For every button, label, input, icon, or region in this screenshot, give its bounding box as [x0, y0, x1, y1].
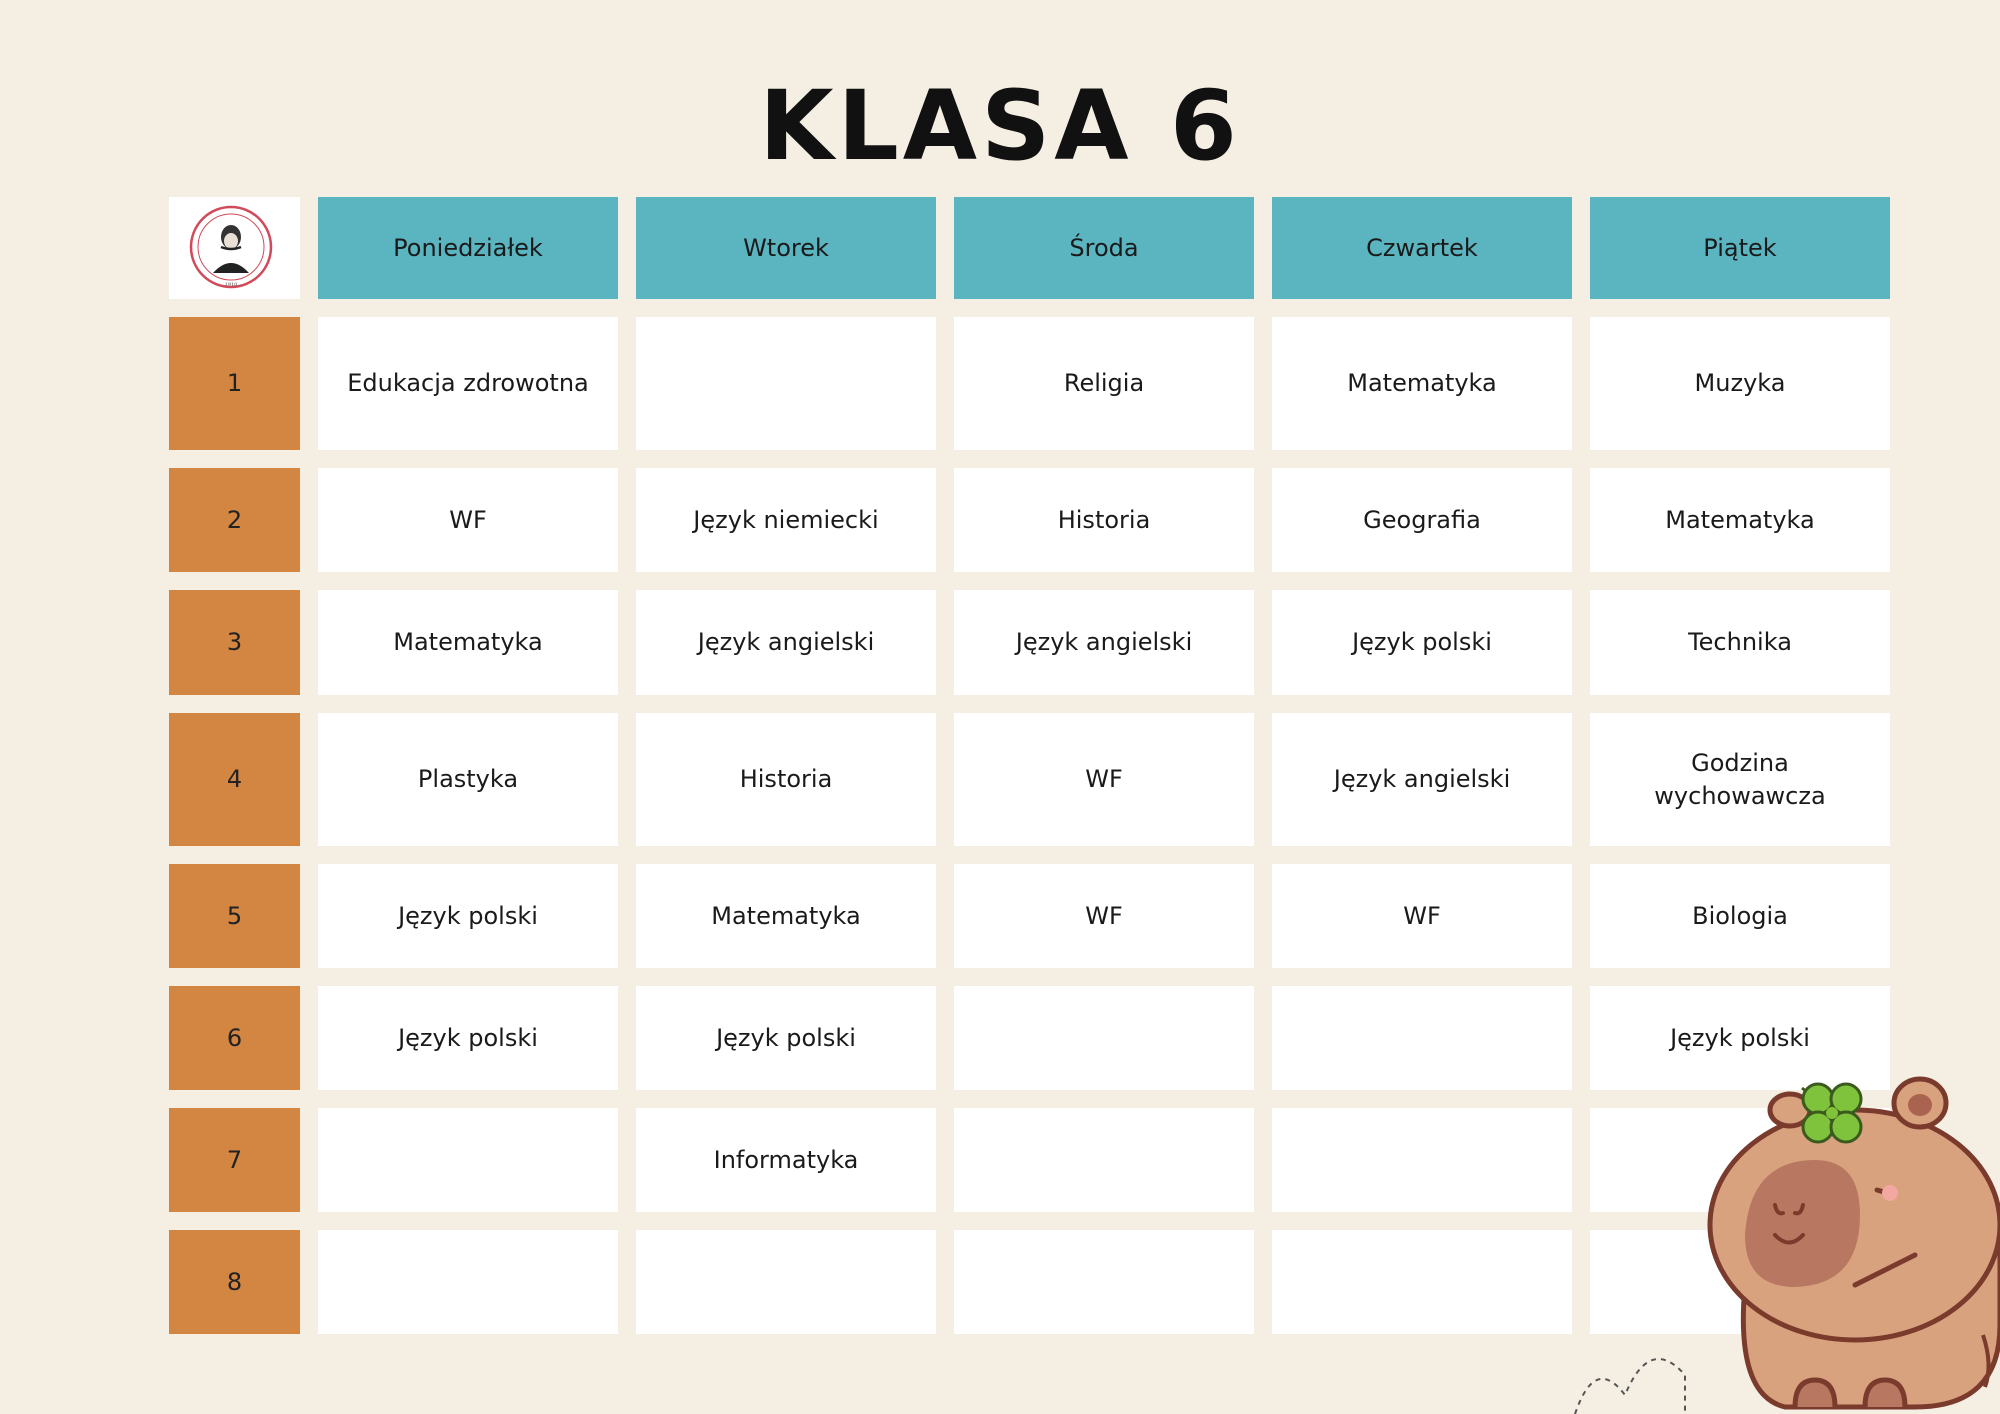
lesson-cell — [1272, 1108, 1572, 1212]
period-number: 2 — [169, 468, 300, 572]
lesson-cell: Język niemiecki — [636, 468, 936, 572]
period-number: 4 — [169, 713, 300, 846]
lesson-cell: Matematyka — [1272, 317, 1572, 450]
lesson-cell — [954, 986, 1254, 1090]
period-number: 5 — [169, 864, 300, 968]
day-header: Poniedziałek — [318, 197, 618, 299]
page-title: KLASA 6 — [759, 70, 1241, 182]
lesson-cell: Historia — [954, 468, 1254, 572]
lesson-cell: Matematyka — [318, 590, 618, 695]
lesson-cell: Informatyka — [636, 1108, 936, 1212]
period-number: 7 — [169, 1108, 300, 1212]
lesson-cell: WF — [954, 864, 1254, 968]
period-number: 6 — [169, 986, 300, 1090]
lesson-cell: Język polski — [318, 864, 618, 968]
lesson-cell — [1272, 1230, 1572, 1334]
lesson-cell — [318, 1108, 618, 1212]
school-logo — [169, 197, 300, 299]
lesson-cell: Język polski — [636, 986, 936, 1090]
lesson-cell: Religia — [954, 317, 1254, 450]
lesson-cell — [954, 1230, 1254, 1334]
lesson-cell — [954, 1108, 1254, 1212]
lesson-cell — [636, 1230, 936, 1334]
period-number: 1 — [169, 317, 300, 450]
lesson-cell: Język polski — [318, 986, 618, 1090]
day-header: Piątek — [1590, 197, 1890, 299]
lesson-cell: Język angielski — [636, 590, 936, 695]
lesson-cell: Godzina wychowawcza — [1590, 713, 1890, 846]
day-header: Środa — [954, 197, 1254, 299]
lesson-cell: Matematyka — [1590, 468, 1890, 572]
lesson-cell: Plastyka — [318, 713, 618, 846]
lesson-cell: Matematyka — [636, 864, 936, 968]
lesson-cell: Język angielski — [1272, 713, 1572, 846]
lesson-cell — [318, 1230, 618, 1334]
day-header: Wtorek — [636, 197, 936, 299]
school-emblem-icon — [169, 197, 300, 299]
day-header: Czwartek — [1272, 197, 1572, 299]
lesson-cell: Język angielski — [954, 590, 1254, 695]
lesson-cell: WF — [318, 468, 618, 572]
period-number: 3 — [169, 590, 300, 695]
lesson-cell: Język polski — [1590, 986, 1890, 1090]
lesson-cell: Biologia — [1590, 864, 1890, 968]
lesson-cell: Technika — [1590, 590, 1890, 695]
lesson-cell: WF — [954, 713, 1254, 846]
period-number: 8 — [169, 1230, 300, 1334]
svg-text:1910: 1910 — [224, 282, 238, 288]
lesson-cell: Geografia — [1272, 468, 1572, 572]
lesson-cell: Język polski — [1272, 590, 1572, 695]
capybara-mascot-icon — [1555, 1035, 2000, 1414]
lesson-cell: WF — [1272, 864, 1572, 968]
lesson-cell: Muzyka — [1590, 317, 1890, 450]
lesson-cell — [1272, 986, 1572, 1090]
lesson-cell — [636, 317, 936, 450]
lesson-cell: Historia — [636, 713, 936, 846]
lesson-cell: Edukacja zdrowotna — [318, 317, 618, 450]
